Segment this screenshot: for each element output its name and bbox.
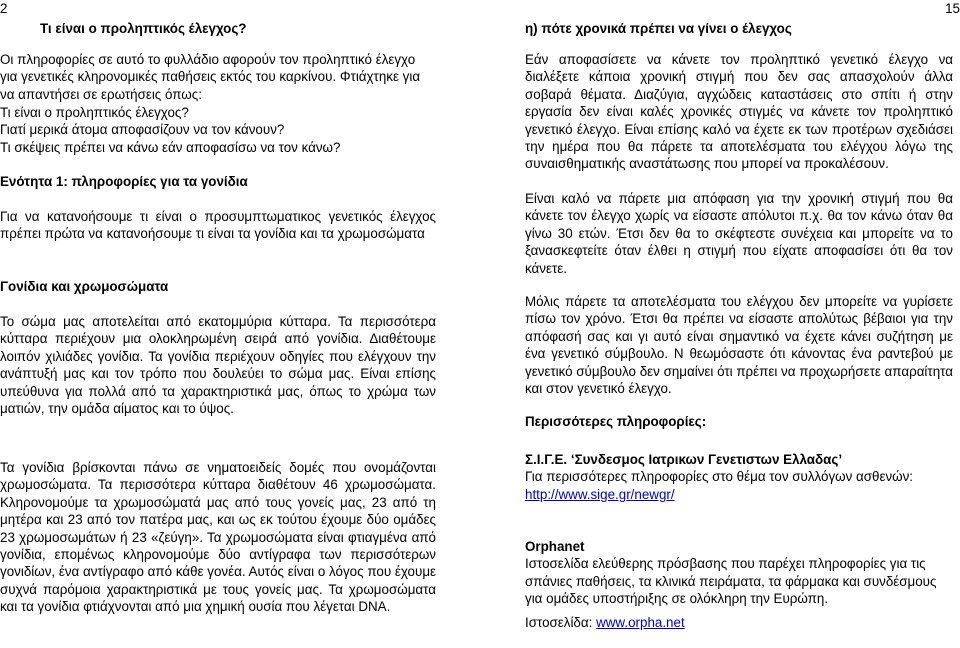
left-page-title: Τι είναι ο προληπτικός έλεγχος? [40,21,247,36]
sige-link[interactable]: http://www.sige.gr/newgr/ [525,486,675,502]
section-intro: Για να κατανοήσουμε τι είναι ο προσυμπτωματικος γενετικός έλεγχος πρέπει πρώτα να κατανοήσουμε τι είναι τα γονίδια και τα χρωμοσώματα [0,209,436,242]
intro-paragraph: Οι πληροφορίες σε αυτό το φυλλάδιο αφορούν τον προληπτικό έλεγχο για γενετικές κληρονομικές παθήσεις εκτός του καρκίνου. Φτιάχτηκε για να απαντήσει σε ερωτήσεις όπως: [0,52,421,102]
question-item: Γιατί μερικά άτομα αποφασίζουν να τον κάνουν? [0,122,285,138]
genes-paragraph: Το σώμα μας αποτελείται από εκατομμύρια κύτταρα. Τα περισσότερα κύτταρα περιέχουν μια ολοκληρωμένη σειρά από γονίδια. Διαθέτουμε λοιπόν χιλιάδες γονίδια. Τα γονίδια περιέχουν οδηγίες που ελέγχουν την ανάπτυξή μας και τον τρόπο που δουλεύει το σώμα μας. Είναι επίσης υπεύθυνα για πολλά από τα χαρακτηριστικά μας, όπως το χρώμα των ματιών, την ομάδα αίματος και το ύψος. [0,314,436,417]
question-item: Τι είναι ο προληπτικός έλεγχος? [0,105,189,120]
orphanet-site-line [525,614,953,631]
chromosomes-paragraph: Τα γονίδια βρίσκονται πάνω σε νηματοειδείς δομές που ονομάζονται χρωμοσώματα. Τα περισσότερα κύτταρα διαθέτουν 46 χρωμοσώματα. Κληρονομούμε τα χρωμοσώματά μας από τους γονείς μας, 23 από τη μητέρα και 23 από τον πατέρα μας, και ως εκ τούτου έχουμε δύο ομάδες 23 χρωμοσωμάτων ή 23 «ζεύγη». Τα χρωμοσώματα είναι φτιαγμένα από γονίδια, επομένως κληρονομούμε δύο αντίγραφα των περισσότερων γονιδίων, ένα αντίγραφο από κάθε γονέα. Αυτός είναι ο λόγος που έχουμε συχνά παρόμοια χαρακτηριστικά με τους γονείς μας. Τα χρωμοσώματα και τα γονίδια φτιάχνονται από μια χημική ουσία που λέγεται DNA. [0,460,436,615]
right-page-title: η) πότε χρονικά πρέπει να γίνει ο έλεγχος [525,21,792,36]
org-sige [525,451,953,503]
question-list [0,104,436,156]
question-item: Τι σκέψεις πρέπει να κάνω εάν αποφασίσω να τον κάνω? [0,139,341,155]
timing-paragraph: Εάν αποφασίσετε να κάνετε τον προληπτικό γενετικό έλεγχο να διαλέξετε κάποια χρονική στιγμή που δεν σας απασχολούν άλλα σοβαρά θέματα. Διαζύγια, αγχώδεις καταστάσεις στο σπίτι ή στην εργασία δεν είναι καλές χρονικές στιγμές να κάνετε τον προληπτικό γενετικό έλεγχο. Είναι επίσης καλό να έχετε εκ των προτέρων σχεδιάσει την ημέρα που θα πάρετε τα αποτελέσματα του ελέγχου λόγω της συναισθηματικής αναστάτωσης που μπορεί να προκαλέσουν. [525,52,953,172]
page-number-left: 2 [0,1,8,16]
org-sige-name: Σ.Ι.Γ.Ε. ‘Συνδεσμος Ιατρικων Γενετιστων Ελλαδας’ [525,452,843,467]
section-heading: Ενότητα 1: πληροφορίες για τα γονίδια [0,174,248,189]
org-orphanet-description: Ιστοσελίδα ελεύθερης πρόσβασης που παρέχει πληροφορίες για τις σπάνιες παθήσεις, τα κλινικά πειράματα, τα φάρμακα και συνδέσμους για ομάδες υποστήριξης σε ολόκληρη την Ευρώπη. [525,556,937,607]
decision-paragraph: Είναι καλό να πάρετε μια απόφαση για την χρονική στιγμή που θα κάνετε τον έλεγχο χωρίς να είσαστε απόλυτοι π.χ. θα τον κάνω όταν θα γίνω 30 ετών. Έτσι δεν θα το σκέφτεστε συνέχεια και μπορείτε να το ξανασκεφτείτε όταν έλθει η στιγμή που είχατε αποφασίσει ότι θα τον κάνετε. [525,191,953,276]
orphanet-site-label: Ιστοσελίδα: [525,615,593,630]
orphanet-link[interactable]: www.orpha.net [596,615,685,630]
org-sige-description: Για περισσότερες πληροφορίες στο θέμα τον συλλόγων ασθενών: [525,469,914,485]
page-number-right: 15 [945,1,960,16]
results-paragraph: Μόλις πάρετε τα αποτελέσματα του ελέγχου δεν μπορείτε να γυρίσετε πίσω τον χρόνο. Έτσι θα πρέπει να είσαστε απολύτως βέβαιοι για την απόφασή σας και γι αυτό είναι σημαντικό να έχετε κάνει συζήτηση με ένα γενετικό σύμβουλο. Ν θεωμόσαστε ότι κάνοντας ένα ραντεβού με γενετικό σύμβουλο δεν σημαίνει ότι πρέπει να προχωρήσετε απαραίτητα και στον γενετικό έλεγχο. [525,294,953,397]
org-orphanet-name: Orphanet [525,539,585,554]
more-info-heading: Περισσότερες πληροφορίες: [525,414,707,429]
sub-heading: Γονίδια και χρωμοσώματα [0,279,169,294]
org-orphanet [525,538,953,608]
